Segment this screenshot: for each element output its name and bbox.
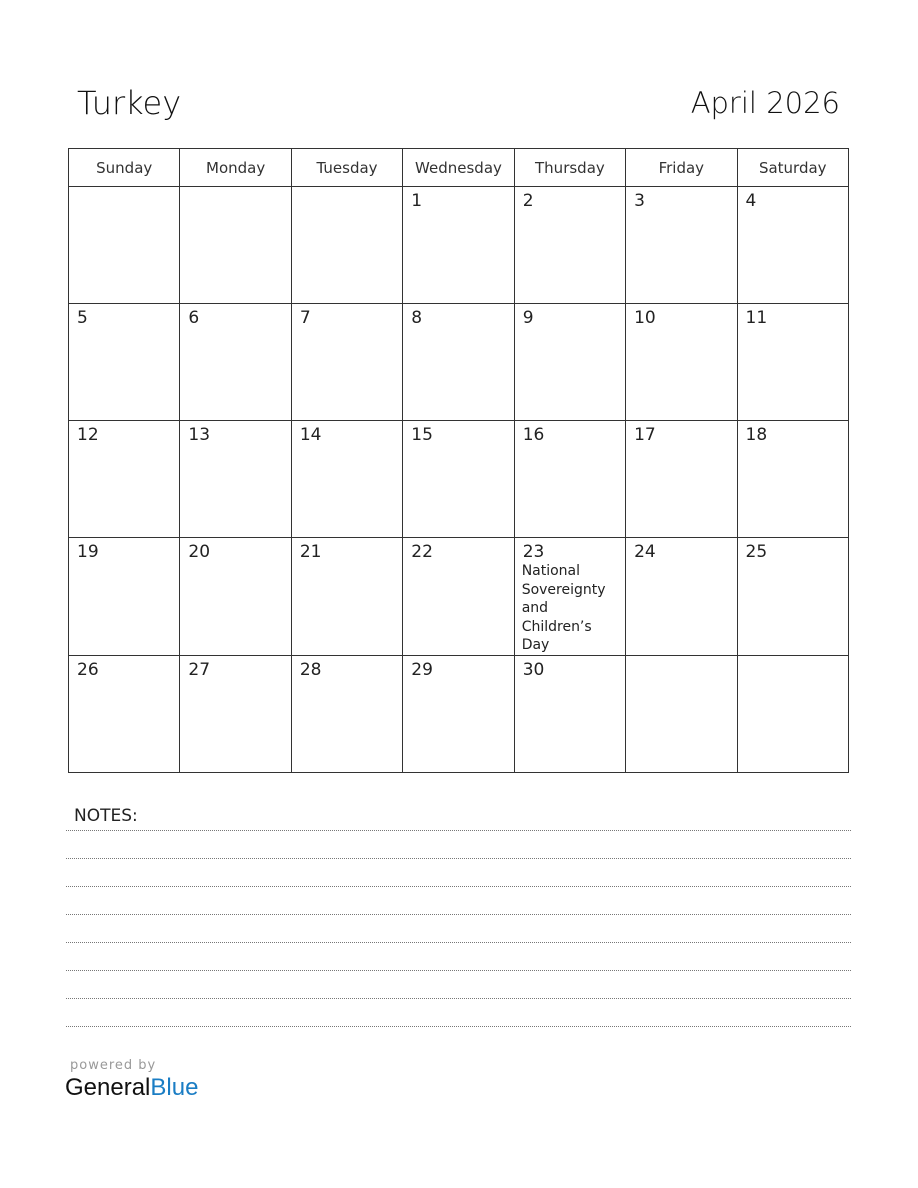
day-cell (69, 538, 180, 656)
day-cell (291, 421, 402, 538)
powered-by-text: powered by (70, 1058, 157, 1073)
day-number: 22 (411, 542, 433, 562)
day-cell (180, 538, 291, 656)
day-number: 12 (77, 425, 99, 445)
day-number: 26 (77, 659, 99, 680)
day-number: 17 (634, 425, 656, 445)
day-cell (514, 421, 625, 538)
empty-day-cell (291, 187, 402, 304)
month-title: April 2026 (690, 86, 840, 120)
holiday-label: and (521, 600, 549, 616)
weekday-header-saturday: Saturday (737, 149, 848, 187)
day-number: 10 (634, 308, 656, 328)
day-cell (403, 538, 514, 656)
day-cell (69, 421, 180, 538)
day-number: 20 (188, 542, 211, 562)
day-number: 21 (299, 542, 322, 562)
notes-line (66, 830, 851, 831)
day-cell (291, 304, 402, 421)
day-cell (737, 421, 848, 538)
weekday-header-monday: Monday (180, 149, 291, 187)
day-cell (626, 187, 737, 304)
notes-line (66, 1026, 851, 1027)
holiday-label: National (521, 563, 581, 579)
day-number: 25 (745, 542, 768, 562)
holiday-label: Children’s (521, 618, 592, 635)
day-number: 28 (299, 659, 322, 680)
day-number: 9 (522, 308, 534, 328)
weekday-header-row (69, 149, 849, 187)
day-cell (291, 655, 402, 772)
day-cell (737, 187, 848, 304)
day-cell (626, 304, 737, 421)
notes-line (66, 998, 851, 999)
day-cell (737, 538, 848, 656)
weekday-header-friday: Friday (626, 149, 737, 187)
day-cell (626, 421, 737, 538)
day-number: 7 (299, 308, 311, 328)
day-cell (180, 421, 291, 538)
day-cell (291, 538, 402, 656)
day-cell (403, 304, 514, 421)
logo-general: General (65, 1074, 151, 1101)
empty-day-cell (737, 655, 848, 772)
day-number: 29 (411, 659, 433, 680)
weekday-header-wednesday: Wednesday (403, 149, 514, 187)
day-number: 19 (77, 542, 99, 562)
weekday-header-sunday: Sunday (69, 149, 180, 187)
week-row (69, 187, 849, 304)
week-row (69, 421, 849, 538)
day-cell (403, 187, 514, 304)
day-cell (403, 655, 514, 772)
calendar-grid (68, 148, 849, 773)
day-number: 15 (411, 425, 433, 445)
notes-label: NOTES: (74, 806, 138, 826)
holiday-label: Day (521, 637, 550, 653)
day-number: 3 (634, 191, 645, 211)
logo-blue: Blue (150, 1074, 199, 1101)
day-cell (180, 304, 291, 421)
notes-line (66, 858, 851, 859)
day-number: 13 (188, 425, 211, 445)
day-cell (69, 655, 180, 772)
holiday-label: Sovereignty (521, 581, 606, 598)
day-cell (514, 304, 625, 421)
day-number: 4 (745, 191, 757, 211)
day-number: 5 (77, 308, 88, 328)
day-number: 27 (188, 659, 211, 680)
day-number: 24 (634, 542, 656, 562)
day-number: 18 (745, 425, 768, 445)
day-number: 11 (745, 308, 768, 328)
empty-day-cell (626, 655, 737, 772)
day-number: 2 (522, 191, 534, 211)
generalblue-logo (65, 1074, 198, 1102)
day-cell (626, 538, 737, 656)
weekday-header-thursday: Thursday (514, 149, 625, 187)
country-title: Turkey (77, 84, 182, 122)
weekday-header-tuesday: Tuesday (291, 149, 402, 187)
day-cell (737, 304, 848, 421)
week-row (69, 304, 849, 421)
notes-line (66, 914, 851, 915)
notes-line (66, 970, 851, 971)
day-number: 1 (411, 191, 423, 211)
day-cell (514, 538, 625, 656)
day-number: 14 (299, 425, 322, 445)
empty-day-cell (69, 187, 180, 304)
day-number: 30 (522, 659, 545, 680)
day-cell (69, 304, 180, 421)
day-cell (403, 421, 514, 538)
day-number: 6 (188, 308, 200, 328)
day-cell (514, 187, 625, 304)
day-cell (514, 655, 625, 772)
notes-line (66, 942, 851, 943)
week-row (69, 538, 849, 656)
notes-line (66, 886, 851, 887)
week-row (69, 655, 849, 772)
day-number: 8 (411, 308, 423, 328)
day-cell (180, 655, 291, 772)
empty-day-cell (180, 187, 291, 304)
day-number: 16 (522, 425, 545, 445)
day-number: 23 (522, 542, 545, 562)
